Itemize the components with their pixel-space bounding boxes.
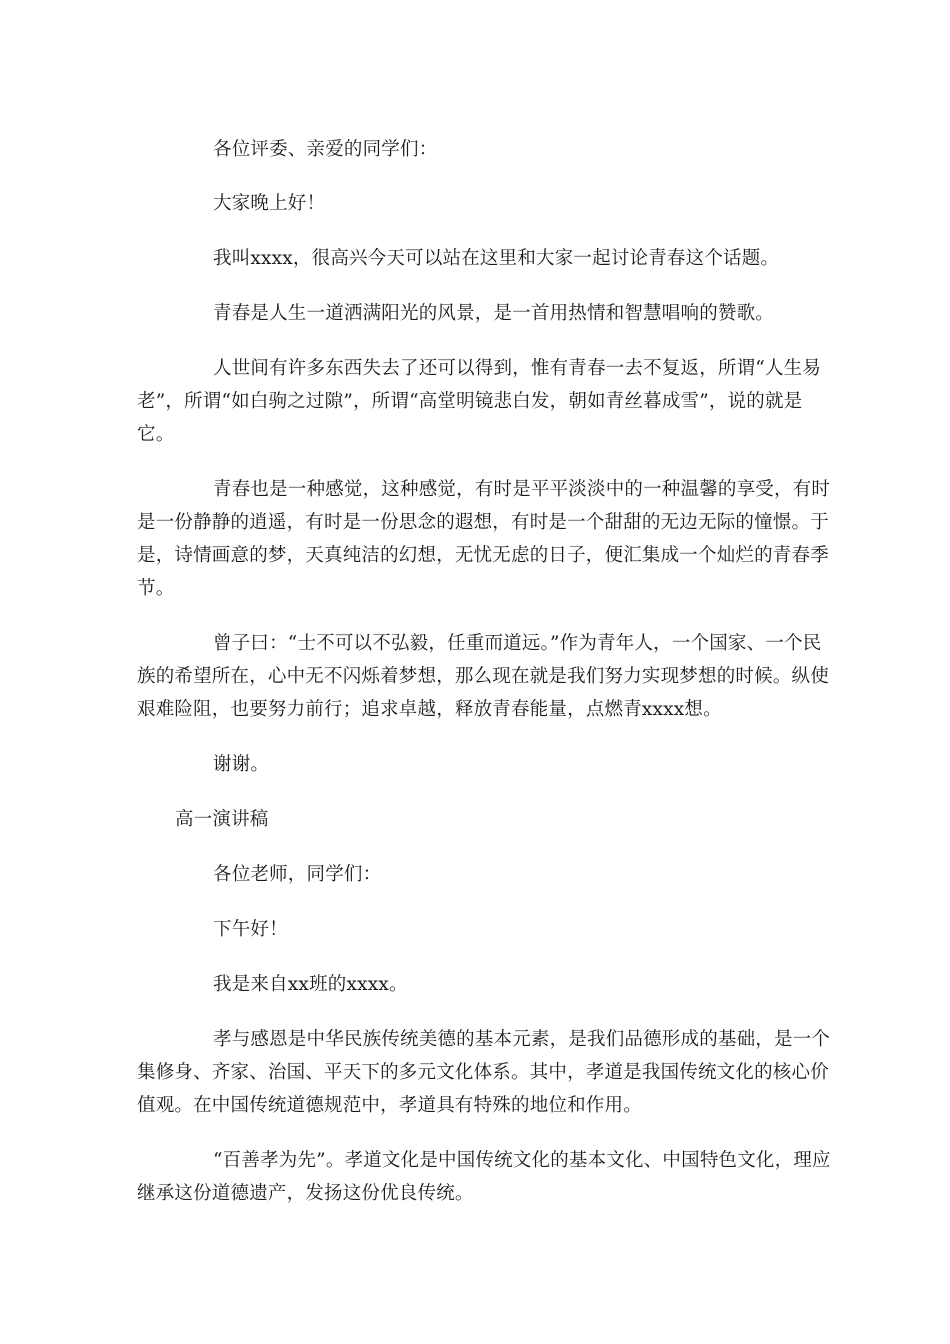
self-introduction: 我叫xxxx，很高兴今天可以站在这里和大家一起讨论青春这个话题。 — [213, 248, 780, 269]
class-introduction: 我是来自xx班的xxxx。 — [213, 974, 408, 995]
youth-feeling-paragraph: 青春也是一种感觉，这种感觉，有时是平平淡淡中的一种温馨的享受，有时是一份静静的逍遥，有时是一份思念的遐想，有时是一个甜甜的无边无际的憧憬。于是，诗情画意的梦，天真纯洁的幻想，无忧无虑的日子，便汇集成一个灿烂的青春季节。 — [137, 479, 831, 599]
youth-fleeting-paragraph: 人世间有许多东西失去了还可以得到，惟有青春一去不复返，所谓“人生易老”，所谓“如白驹之过隙”，所谓“高堂明镜悲白发，朝如青丝暮成雪”，说的就是它。 — [137, 358, 822, 445]
youth-definition: 青春是人生一道洒满阳光的风景，是一首用热情和智慧唱响的赞歌。 — [213, 303, 775, 324]
section-heading: 高一演讲稿 — [175, 809, 269, 830]
greeting-afternoon: 下午好！ — [213, 919, 288, 940]
greeting-teachers: 各位老师，同学们： — [213, 864, 382, 885]
thanks-line: 谢谢。 — [213, 754, 270, 775]
filial-piety-paragraph: 孝与感恩是中华民族传统美德的基本元素，是我们品德形成的基础，是一个集修身、齐家、治国、平天下的多元文化体系。其中，孝道是我国传统文化的核心价值观。在中国传统道德规范中，孝道具有特殊的地位和作用。 — [137, 1029, 831, 1116]
greeting-evening: 大家晚上好！ — [213, 193, 326, 214]
greeting-judges: 各位评委、亲爱的同学们： — [213, 139, 438, 160]
zengzi-quote-paragraph: 曾子曰：“士不可以不弘毅，任重而道远。”作为青年人，一个国家、一个民族的希望所在，心中无不闪烁着梦想，那么现在就是我们努力实现梦想的时候。纵使艰难险阻，也要努力前行；追求卓越，释放青春能量，点燃青xxxx想。 — [137, 633, 829, 720]
hundred-virtues-paragraph: “百善孝为先”。孝道文化是中国传统文化的基本文化、中国特色文化，理应继承这份道德遗产，发扬这份优良传统。 — [137, 1150, 831, 1204]
